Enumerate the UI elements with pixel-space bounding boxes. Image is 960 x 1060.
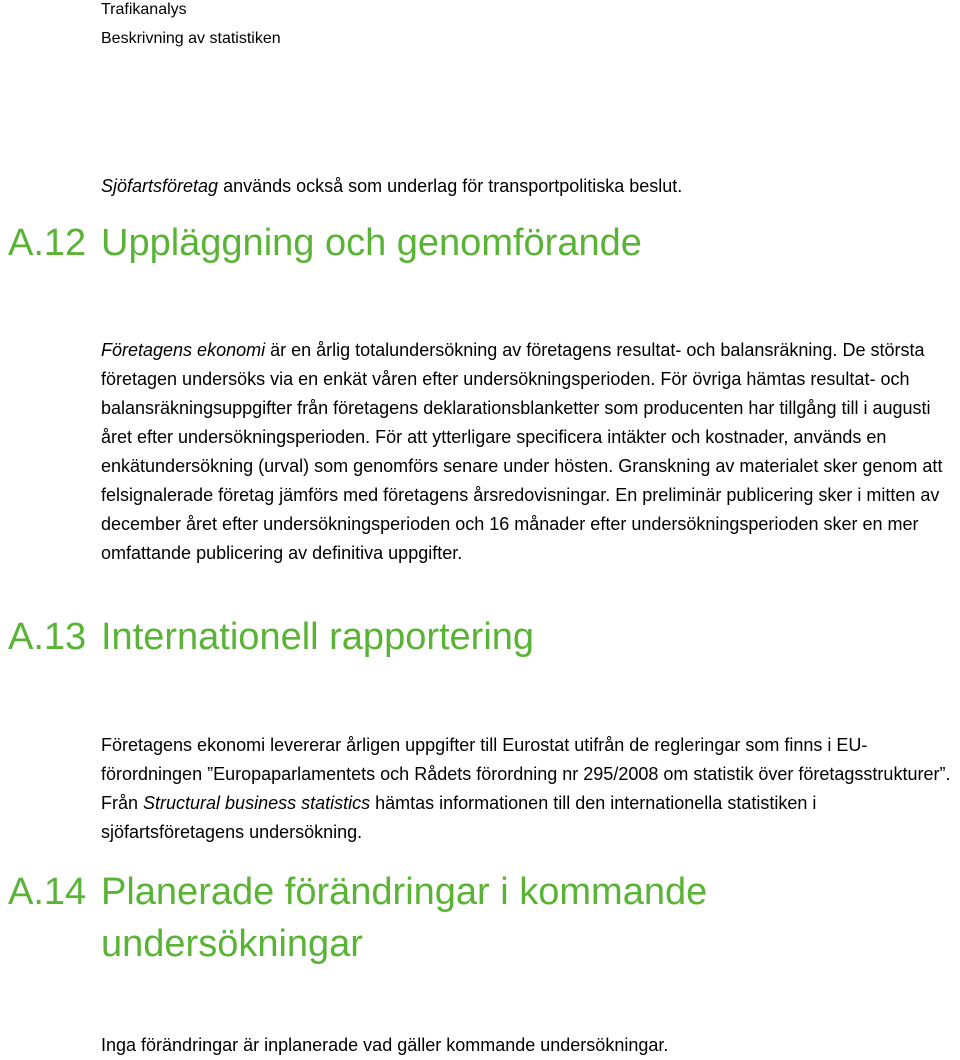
section-a13-text-2: hämtas informationen till den internationella statistiken i sjöfartsföretagens undersökning. xyxy=(101,793,817,842)
section-paragraph-a13 xyxy=(101,731,957,847)
section-a12-text: är en årlig totalundersökning av företagens resultat- och balansräkning. De största företagen undersöks via en enkät våren efter undersökningsperioden. För övriga hämtas resultat- och balansräkningsuppgifter från företagens deklarationsblanketter som producenten har tillgång till i augusti året efter undersökningsperioden. För att ytterligare specificera intäkter och kostnader, används en enkätundersökning (urval) som genomförs senare under hösten. Granskning av materialet sker genom att felsignalerade företag jämförs med företagens årsredovisningar. En preliminär publicering sker i mitten av december året efter undersökningsperioden och 16 månader efter undersökningsperioden sker en mer omfattande publicering av definitiva uppgifter. xyxy=(101,340,943,563)
section-number-a14: A.14 xyxy=(8,871,87,913)
section-heading-a14 xyxy=(8,866,707,970)
section-title-a14-line2: undersökningar xyxy=(101,923,363,965)
intro-text: används också som underlag för transportpolitiska beslut. xyxy=(218,176,683,196)
header-organization: Trafikanalys xyxy=(101,1,187,18)
section-paragraph-a14: Inga förändringar är inplanerade vad gäller kommande undersökningar. xyxy=(101,1035,669,1055)
section-heading-a13 xyxy=(8,616,534,659)
section-number-a13: A.13 xyxy=(8,616,87,658)
section-title-a12: Uppläggning och genomförande xyxy=(101,222,642,264)
section-a13-emphasis: Structural business statistics xyxy=(143,793,371,813)
intro-emphasis: Sjöfartsföretag xyxy=(101,176,219,196)
section-heading-a12 xyxy=(8,222,642,265)
section-title-a13: Internationell rapportering xyxy=(101,616,535,658)
section-a12-emphasis: Företagens ekonomi xyxy=(101,340,266,360)
section-a13-text-1: Företagens ekonomi levererar årligen uppgifter till Eurostat utifrån de regleringar som finns i EU-förordningen ”Europaparlamentets och Rådets förordning nr 295/2008 om statistik över företagsstrukturer”. Från xyxy=(101,735,951,813)
section-title-a14-line1: Planerade förändringar i kommande xyxy=(101,871,708,913)
section-number-a12: A.12 xyxy=(8,222,87,264)
intro-paragraph xyxy=(101,172,957,201)
section-paragraph-a12 xyxy=(101,336,957,568)
header-document-title: Beskrivning av statistiken xyxy=(101,30,281,47)
